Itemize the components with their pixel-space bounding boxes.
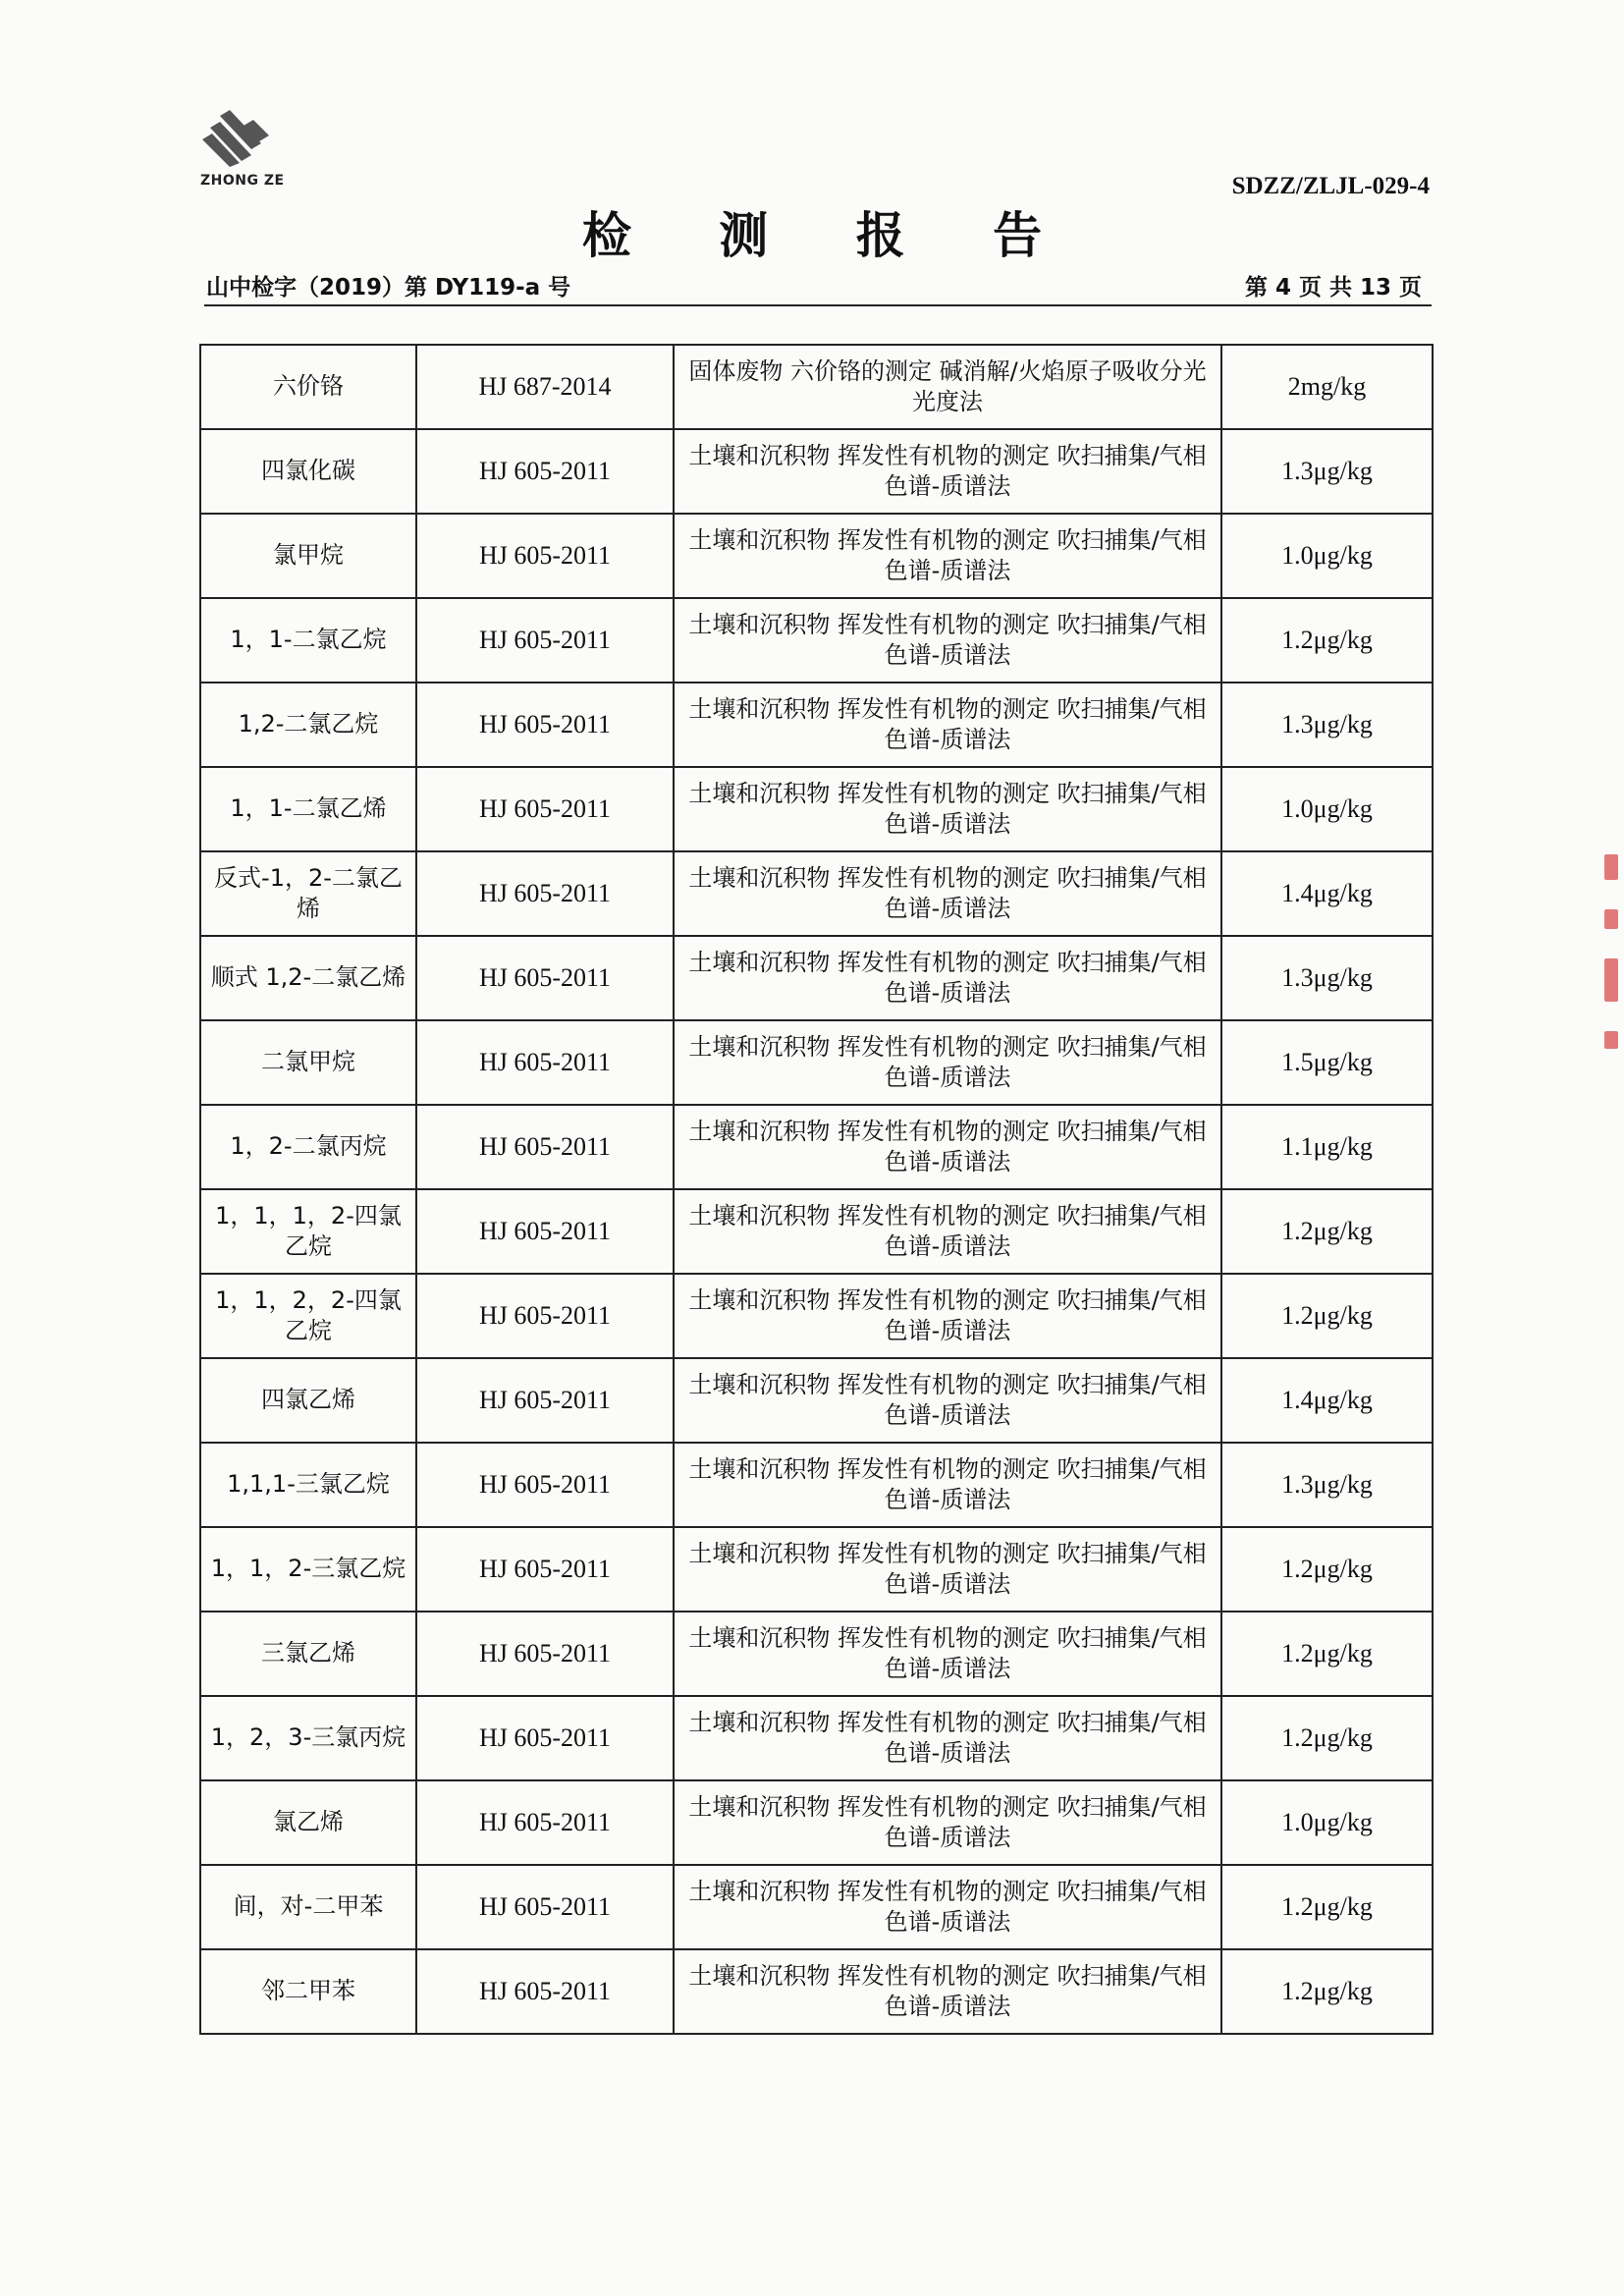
cell-method: 土壤和沉积物 挥发性有机物的测定 吹扫捕集/气相色谱-质谱法 bbox=[674, 1443, 1221, 1527]
company-logo bbox=[200, 106, 298, 189]
cell-method: 土壤和沉积物 挥发性有机物的测定 吹扫捕集/气相色谱-质谱法 bbox=[674, 1189, 1221, 1274]
cell-standard: HJ 605-2011 bbox=[416, 1949, 674, 2034]
cell-standard: HJ 605-2011 bbox=[416, 1443, 674, 1527]
cell-limit: 1.3μg/kg bbox=[1221, 683, 1433, 767]
table-row bbox=[200, 767, 1433, 851]
cell-limit: 1.2μg/kg bbox=[1221, 1612, 1433, 1696]
cell-item: 1，2-二氯丙烷 bbox=[200, 1105, 416, 1189]
cell-limit: 1.3μg/kg bbox=[1221, 936, 1433, 1020]
cell-limit: 1.3μg/kg bbox=[1221, 429, 1433, 514]
cell-standard: HJ 605-2011 bbox=[416, 514, 674, 598]
table-row bbox=[200, 936, 1433, 1020]
table-row bbox=[200, 1696, 1433, 1780]
cell-standard: HJ 605-2011 bbox=[416, 936, 674, 1020]
cell-limit: 1.0μg/kg bbox=[1221, 767, 1433, 851]
cell-item: 1，1，2，2-四氯乙烷 bbox=[200, 1274, 416, 1358]
table-row bbox=[200, 1865, 1433, 1949]
cell-method: 土壤和沉积物 挥发性有机物的测定 吹扫捕集/气相色谱-质谱法 bbox=[674, 1527, 1221, 1612]
cell-method: 土壤和沉积物 挥发性有机物的测定 吹扫捕集/气相色谱-质谱法 bbox=[674, 936, 1221, 1020]
table-row bbox=[200, 683, 1433, 767]
logo-text: ZHONG ZE bbox=[200, 173, 285, 189]
cell-item: 氯甲烷 bbox=[200, 514, 416, 598]
cell-item: 1,1,1-三氯乙烷 bbox=[200, 1443, 416, 1527]
cell-limit: 1.2μg/kg bbox=[1221, 1274, 1433, 1358]
cell-limit: 1.2μg/kg bbox=[1221, 1189, 1433, 1274]
table-row bbox=[200, 851, 1433, 936]
cell-item: 间，对-二甲苯 bbox=[200, 1865, 416, 1949]
zhongze-logo-mark-icon bbox=[200, 106, 279, 169]
cell-standard: HJ 605-2011 bbox=[416, 1527, 674, 1612]
cell-item: 1，1-二氯乙烯 bbox=[200, 767, 416, 851]
cell-method: 土壤和沉积物 挥发性有机物的测定 吹扫捕集/气相色谱-质谱法 bbox=[674, 1949, 1221, 2034]
table-row bbox=[200, 1358, 1433, 1443]
cell-item: 四氯化碳 bbox=[200, 429, 416, 514]
table-row bbox=[200, 1780, 1433, 1865]
cell-item: 1，1-二氯乙烷 bbox=[200, 598, 416, 683]
cell-standard: HJ 605-2011 bbox=[416, 1696, 674, 1780]
cell-limit: 1.0μg/kg bbox=[1221, 1780, 1433, 1865]
document-code: SDZZ/ZLJL-029-4 bbox=[1231, 173, 1430, 199]
cell-method: 土壤和沉积物 挥发性有机物的测定 吹扫捕集/气相色谱-质谱法 bbox=[674, 851, 1221, 936]
cell-item: 1，2，3-三氯丙烷 bbox=[200, 1696, 416, 1780]
cell-limit: 1.2μg/kg bbox=[1221, 1949, 1433, 2034]
cell-limit: 1.4μg/kg bbox=[1221, 851, 1433, 936]
cell-standard: HJ 605-2011 bbox=[416, 1189, 674, 1274]
cell-limit: 1.3μg/kg bbox=[1221, 1443, 1433, 1527]
cell-standard: HJ 605-2011 bbox=[416, 1865, 674, 1949]
report-subheader bbox=[204, 267, 1432, 306]
cell-limit: 1.2μg/kg bbox=[1221, 598, 1433, 683]
seal-stamp-edge bbox=[1604, 854, 1618, 1078]
cell-limit: 1.2μg/kg bbox=[1221, 1527, 1433, 1612]
cell-method: 土壤和沉积物 挥发性有机物的测定 吹扫捕集/气相色谱-质谱法 bbox=[674, 1105, 1221, 1189]
cell-standard: HJ 605-2011 bbox=[416, 1780, 674, 1865]
table-row bbox=[200, 598, 1433, 683]
cell-method: 土壤和沉积物 挥发性有机物的测定 吹扫捕集/气相色谱-质谱法 bbox=[674, 1358, 1221, 1443]
cell-item: 氯乙烯 bbox=[200, 1780, 416, 1865]
table-row bbox=[200, 1020, 1433, 1105]
cell-item: 二氯甲烷 bbox=[200, 1020, 416, 1105]
table-row bbox=[200, 1949, 1433, 2034]
table-row bbox=[200, 514, 1433, 598]
cell-standard: HJ 605-2011 bbox=[416, 429, 674, 514]
cell-item: 1，1，2-三氯乙烷 bbox=[200, 1527, 416, 1612]
cell-limit: 1.5μg/kg bbox=[1221, 1020, 1433, 1105]
cell-standard: HJ 605-2011 bbox=[416, 767, 674, 851]
cell-standard: HJ 605-2011 bbox=[416, 598, 674, 683]
cell-method: 土壤和沉积物 挥发性有机物的测定 吹扫捕集/气相色谱-质谱法 bbox=[674, 514, 1221, 598]
cell-item: 顺式 1,2-二氯乙烯 bbox=[200, 936, 416, 1020]
cell-standard: HJ 605-2011 bbox=[416, 1020, 674, 1105]
cell-item: 六价铬 bbox=[200, 345, 416, 429]
cell-standard: HJ 605-2011 bbox=[416, 1105, 674, 1189]
cell-method: 土壤和沉积物 挥发性有机物的测定 吹扫捕集/气相色谱-质谱法 bbox=[674, 1865, 1221, 1949]
table-body bbox=[200, 345, 1433, 2034]
cell-standard: HJ 605-2011 bbox=[416, 1274, 674, 1358]
table-row bbox=[200, 429, 1433, 514]
cell-limit: 2mg/kg bbox=[1221, 345, 1433, 429]
page-title: 检 测 报 告 bbox=[581, 207, 1078, 264]
table-row bbox=[200, 1105, 1433, 1189]
cell-limit: 1.4μg/kg bbox=[1221, 1358, 1433, 1443]
cell-standard: HJ 605-2011 bbox=[416, 683, 674, 767]
table-row bbox=[200, 1274, 1433, 1358]
cell-method: 土壤和沉积物 挥发性有机物的测定 吹扫捕集/气相色谱-质谱法 bbox=[674, 598, 1221, 683]
cell-method: 土壤和沉积物 挥发性有机物的测定 吹扫捕集/气相色谱-质谱法 bbox=[674, 1780, 1221, 1865]
table-row bbox=[200, 345, 1433, 429]
table-row bbox=[200, 1527, 1433, 1612]
cell-item: 四氯乙烯 bbox=[200, 1358, 416, 1443]
cell-standard: HJ 605-2011 bbox=[416, 1612, 674, 1696]
cell-item: 1,2-二氯乙烷 bbox=[200, 683, 416, 767]
cell-method: 土壤和沉积物 挥发性有机物的测定 吹扫捕集/气相色谱-质谱法 bbox=[674, 1696, 1221, 1780]
table-row bbox=[200, 1189, 1433, 1274]
cell-standard: HJ 687-2014 bbox=[416, 345, 674, 429]
cell-method: 土壤和沉积物 挥发性有机物的测定 吹扫捕集/气相色谱-质谱法 bbox=[674, 767, 1221, 851]
table-row bbox=[200, 1612, 1433, 1696]
cell-method: 固体废物 六价铬的测定 碱消解/火焰原子吸收分光光度法 bbox=[674, 345, 1221, 429]
cell-item: 反式-1，2-二氯乙烯 bbox=[200, 851, 416, 936]
cell-limit: 1.0μg/kg bbox=[1221, 514, 1433, 598]
cell-limit: 1.1μg/kg bbox=[1221, 1105, 1433, 1189]
cell-item: 邻二甲苯 bbox=[200, 1949, 416, 2034]
report-number: 山中检字（2019）第 DY119-a 号 bbox=[206, 275, 571, 301]
cell-method: 土壤和沉积物 挥发性有机物的测定 吹扫捕集/气相色谱-质谱法 bbox=[674, 429, 1221, 514]
cell-item: 1，1，1，2-四氯乙烷 bbox=[200, 1189, 416, 1274]
cell-item: 三氯乙烯 bbox=[200, 1612, 416, 1696]
page-info: 第 4 页 共 13 页 bbox=[1244, 275, 1422, 301]
cell-method: 土壤和沉积物 挥发性有机物的测定 吹扫捕集/气相色谱-质谱法 bbox=[674, 1612, 1221, 1696]
test-methods-table bbox=[199, 344, 1432, 2035]
cell-standard: HJ 605-2011 bbox=[416, 851, 674, 936]
cell-method: 土壤和沉积物 挥发性有机物的测定 吹扫捕集/气相色谱-质谱法 bbox=[674, 1274, 1221, 1358]
cell-method: 土壤和沉积物 挥发性有机物的测定 吹扫捕集/气相色谱-质谱法 bbox=[674, 683, 1221, 767]
table-row bbox=[200, 1443, 1433, 1527]
cell-limit: 1.2μg/kg bbox=[1221, 1865, 1433, 1949]
cell-standard: HJ 605-2011 bbox=[416, 1358, 674, 1443]
cell-method: 土壤和沉积物 挥发性有机物的测定 吹扫捕集/气相色谱-质谱法 bbox=[674, 1020, 1221, 1105]
cell-limit: 1.2μg/kg bbox=[1221, 1696, 1433, 1780]
